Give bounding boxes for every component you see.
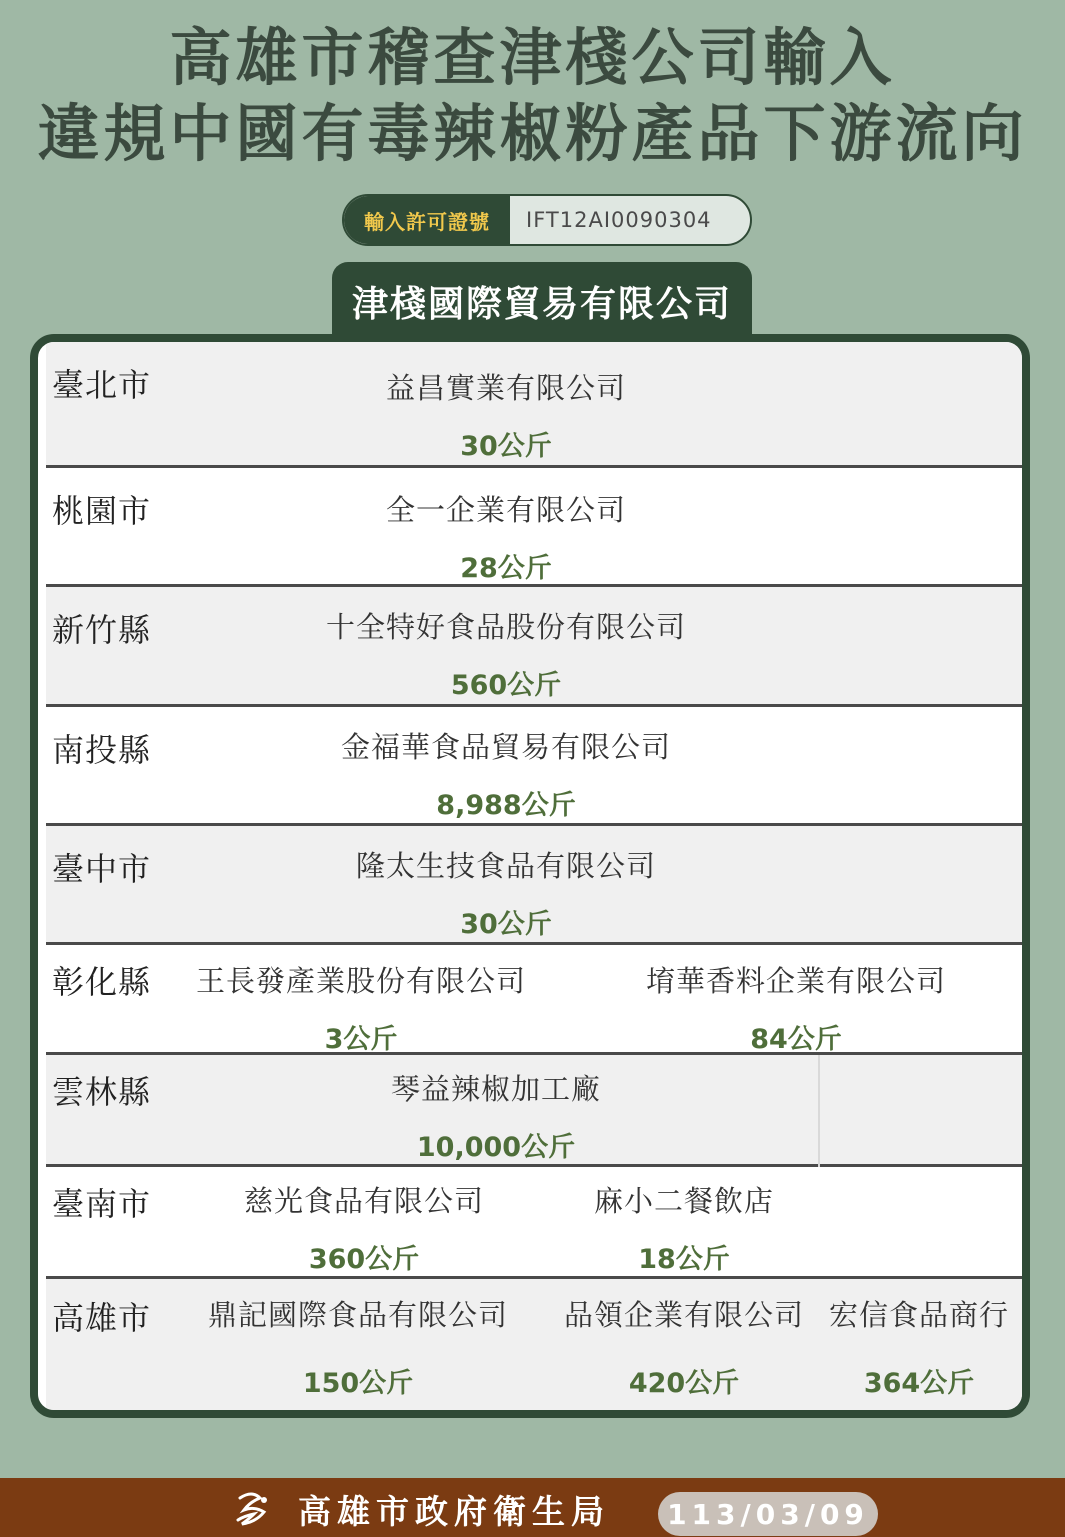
table-row xyxy=(46,1167,1022,1279)
region-name: 臺南市 xyxy=(52,1185,152,1223)
quantity: 30公斤 xyxy=(460,909,552,940)
table-row xyxy=(46,1055,1022,1167)
region-name: 雲林縣 xyxy=(52,1073,152,1111)
page-title-line-1: 高雄市稽查津棧公司輸入 xyxy=(169,21,896,94)
permit-badge xyxy=(342,194,752,246)
region-name: 彰化縣 xyxy=(52,963,152,1001)
downstream-company: 堉華香料企業有限公司 xyxy=(645,964,947,998)
table-row xyxy=(46,826,1022,945)
column-divider xyxy=(818,1055,820,1167)
downstream-company: 麻小二餐飲店 xyxy=(593,1184,775,1218)
permit-label: 輸入許可證號 xyxy=(344,196,510,244)
quantity: 84公斤 xyxy=(750,1024,842,1055)
downstream-company: 全一企業有限公司 xyxy=(385,493,627,527)
downstream-company: 慈光食品有限公司 xyxy=(243,1184,485,1218)
region-name: 南投縣 xyxy=(52,731,152,769)
quantity: 360公斤 xyxy=(308,1244,420,1275)
quantity: 18公斤 xyxy=(638,1244,730,1275)
region-name: 新竹縣 xyxy=(52,611,152,649)
downstream-company: 鼎記國際食品有限公司 xyxy=(207,1298,509,1332)
importer-company-name: 津棧國際貿易有限公司 xyxy=(332,262,752,342)
table-row xyxy=(46,468,1022,587)
table-row xyxy=(46,1279,1022,1410)
quantity: 30公斤 xyxy=(460,431,552,462)
agency-name: 高雄市政府衛生局 xyxy=(298,1492,610,1531)
downstream-company: 琴益辣椒加工廠 xyxy=(390,1072,602,1106)
downstream-company: 金福華食品貿易有限公司 xyxy=(340,730,672,764)
downstream-company: 隆太生技食品有限公司 xyxy=(355,849,657,883)
downstream-company: 益昌實業有限公司 xyxy=(385,371,627,405)
table-row xyxy=(46,707,1022,826)
downstream-company: 王長發產業股份有限公司 xyxy=(195,964,527,998)
distribution-table xyxy=(30,334,1030,1418)
table-row xyxy=(46,945,1022,1055)
page-title-line-2: 違規中國有毒辣椒粉產品下游流向 xyxy=(37,97,1028,170)
quantity: 150公斤 xyxy=(302,1368,414,1399)
quantity: 8,988公斤 xyxy=(436,790,576,821)
region-name: 高雄市 xyxy=(52,1299,152,1337)
region-name: 桃園市 xyxy=(52,492,152,530)
quantity: 10,000公斤 xyxy=(416,1132,576,1163)
quantity: 560公斤 xyxy=(450,670,562,701)
permit-number: IFT12AI0090304 xyxy=(526,208,712,232)
downstream-company: 品領企業有限公司 xyxy=(563,1298,805,1332)
downstream-company: 十全特好食品股份有限公司 xyxy=(325,610,687,644)
region-name: 臺北市 xyxy=(52,366,152,404)
publish-date: 113/03/09 xyxy=(658,1492,878,1536)
quantity: 364公斤 xyxy=(863,1368,975,1399)
quantity: 28公斤 xyxy=(460,553,552,584)
footer-bar xyxy=(0,1478,1065,1537)
table-row xyxy=(46,587,1022,707)
table-row xyxy=(46,342,1022,468)
quantity: 420公斤 xyxy=(628,1368,740,1399)
quantity: 3公斤 xyxy=(324,1024,398,1055)
region-name: 臺中市 xyxy=(52,850,152,888)
kaohsiung-health-logo-icon xyxy=(230,1488,274,1532)
downstream-company: 宏信食品商行 xyxy=(828,1298,1010,1332)
